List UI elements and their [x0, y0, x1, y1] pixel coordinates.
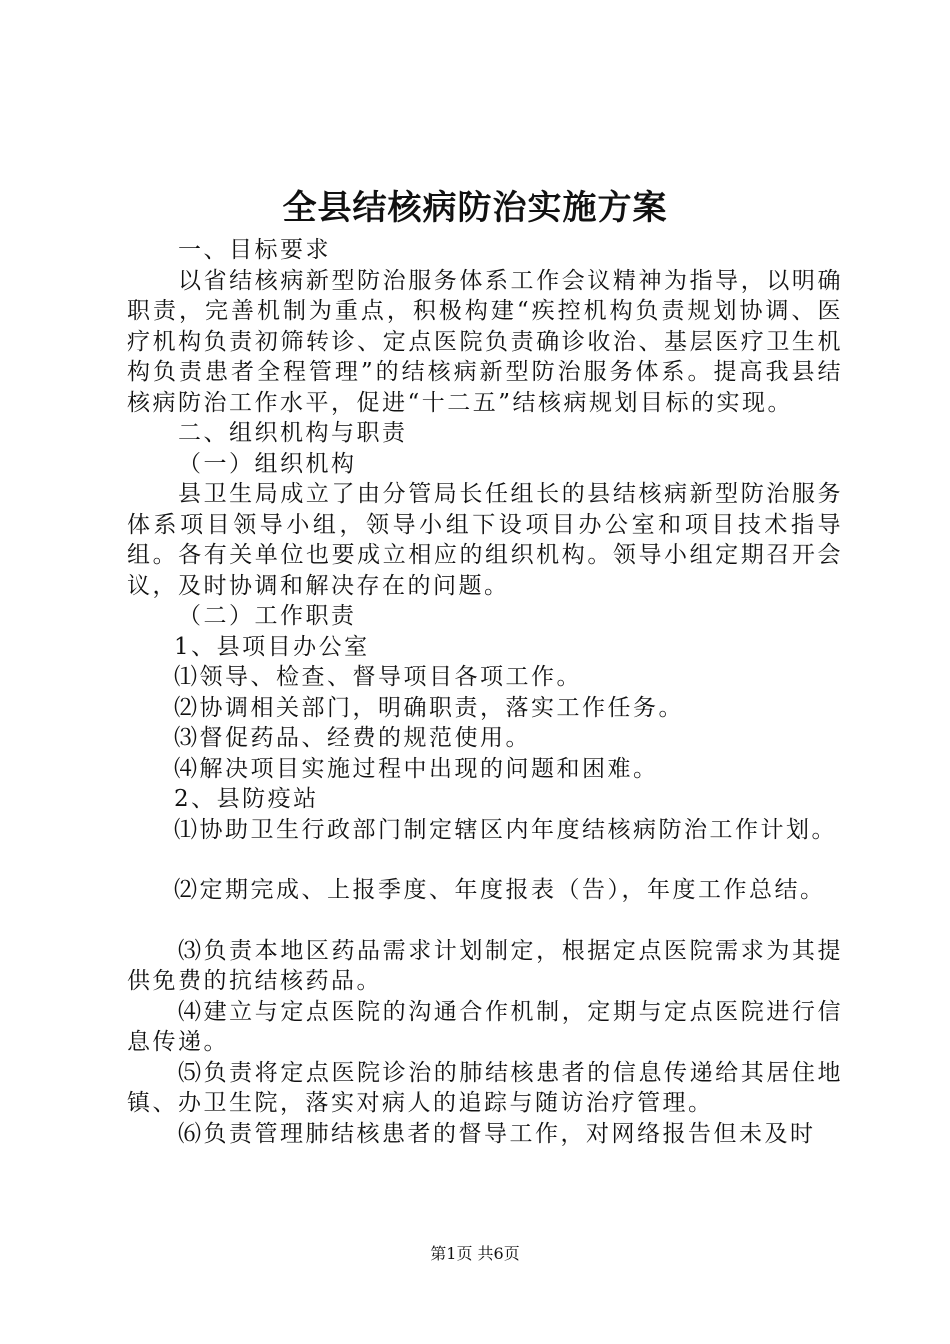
list-item: ⑷解决项目实施过程中出现的问题和困难。 [174, 755, 659, 782]
list-item: ⑴协助卫生行政部门制定辖区内年度结核病防治工作计划。 [174, 816, 837, 843]
duty-heading-project-office: 1、县项目办公室 [174, 633, 370, 660]
goals-paragraph: 以省结核病新型防治服务体系工作会议精神为指导，以明确职责，完善机制为重点，积极构建“疾控机构负责规划协调、医疗机构负责初筛转诊、定点医院负责确诊收治、基层医疗卫生机构负责患者全程管理”的结核病新型防治服务体系。提高我县结核病防治工作水平，促进“十二五”结核病规划目标的实现。 [127, 267, 843, 416]
subsection-heading-duties: （二）工作职责 [178, 603, 357, 629]
duty-heading-epidemic-station: 2、县防疫站 [174, 786, 319, 812]
list-item: ⑵协调相关部门，明确职责，落实工作任务。 [174, 694, 684, 721]
list-item: ⑸负责将定点医院诊治的肺结核患者的信息传递给其居住地镇、办卫生院，落实对病人的追踪与随访治疗管理。 [127, 1059, 843, 1116]
list-item: ⑶督促药品、经费的规范使用。 [174, 725, 531, 751]
list-item: ⑷建立与定点医院的沟通合作机制，定期与定点医院进行信息传递。 [127, 998, 843, 1055]
document-body [127, 235, 843, 1149]
organization-paragraph: 县卫生局成立了由分管局长任组长的县结核病新型防治服务体系项目领导小组，领导小组下设项目办公室和项目技术指导组。各有关单位也要成立相应的组织机构。领导小组定期召开会议，及时协调和解决存在的问题。 [127, 481, 843, 599]
list-item: ⑴领导、检查、督导项目各项工作。 [174, 664, 582, 690]
subsection-heading-organization: （一）组织机构 [178, 450, 357, 477]
list-item: ⑵定期完成、上报季度、年度报表（告），年度工作总结。 [174, 877, 826, 903]
list-item: ⑹负责管理肺结核患者的督导工作，对网络报告但未及时 [178, 1120, 816, 1147]
document-title: 全县结核病防治实施方案 [282, 188, 668, 228]
page-number-footer: 第1页 共6页 [430, 1244, 520, 1263]
section-heading-goals: 一、目标要求 [178, 237, 331, 263]
list-item: ⑶负责本地区药品需求计划制定，根据定点医院需求为其提供免费的抗结核药品。 [127, 937, 843, 994]
section-heading-organization: 二、组织机构与职责 [178, 420, 408, 446]
